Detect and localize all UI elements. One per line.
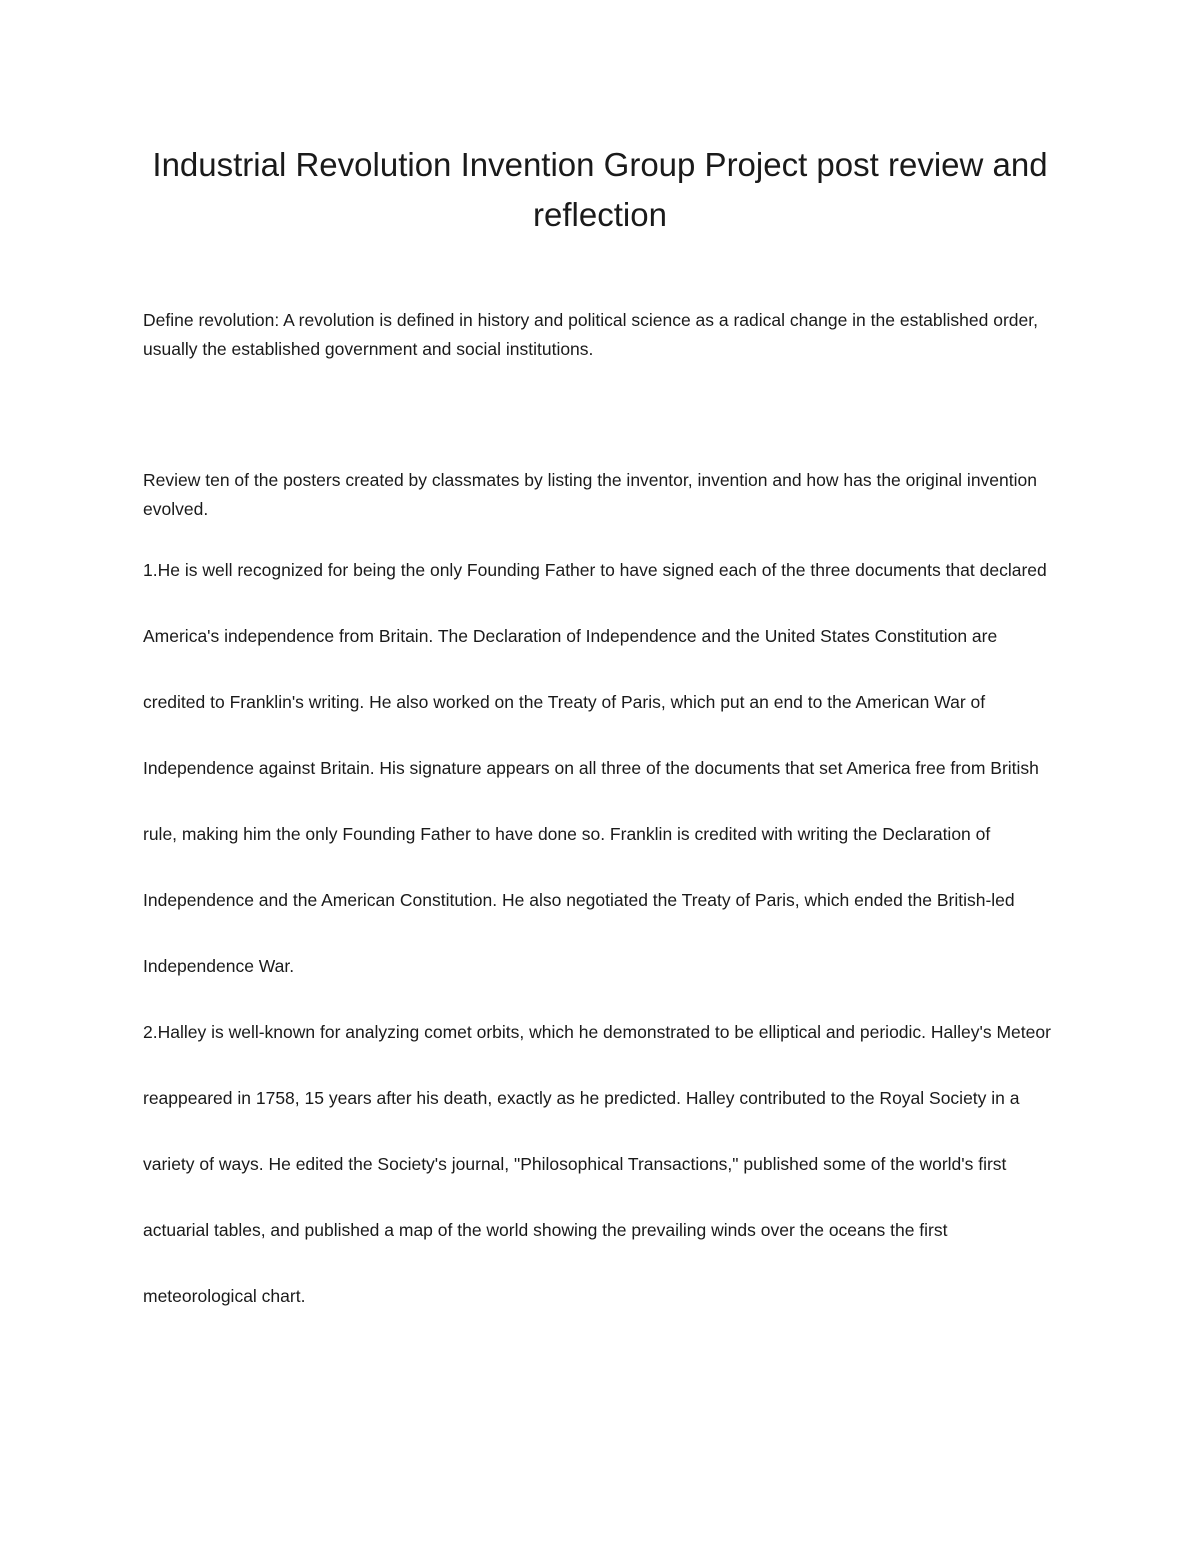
list-item: 2.Halley is well-known for analyzing comet orbits, which he demonstrated to be elliptical and periodic. Halley's Meteor reappeared in 1758, 15 years after his death, exactly as he predicted. Halley contributed to the Royal Society in a variety of ways. He edited the Society's journal, "Philosophical Transactions," published some of the world's first actuarial tables, and published a map of the world showing the prevailing winds over the oceans the first meteorological chart. bbox=[143, 1022, 1051, 1306]
definition-paragraph: Define revolution: A revolution is defined in history and political science as a radical change in the established order, usually the established government and social institutions. bbox=[143, 310, 1038, 359]
document-title: Industrial Revolution Invention Group Project post review and reflection bbox=[152, 146, 1048, 233]
review-prompt-paragraph: Review ten of the posters created by classmates by listing the inventor, invention and how has the original invention evolved. bbox=[143, 470, 1037, 519]
list-item: 1.He is well recognized for being the only Founding Father to have signed each of the three documents that declared America's independence from Britain. The Declaration of Independence and the United States Constitution are credited to Franklin's writing. He also worked on the Treaty of Paris, which put an end to the American War of Independence against Britain. His signature appears on all three of the documents that set America free from British rule, making him the only Founding Father to have done so. Franklin is credited with writing the Declaration of Independence and the American Constitution. He also negotiated the Treaty of Paris, which ended the British-led Independence War. bbox=[143, 560, 1047, 976]
